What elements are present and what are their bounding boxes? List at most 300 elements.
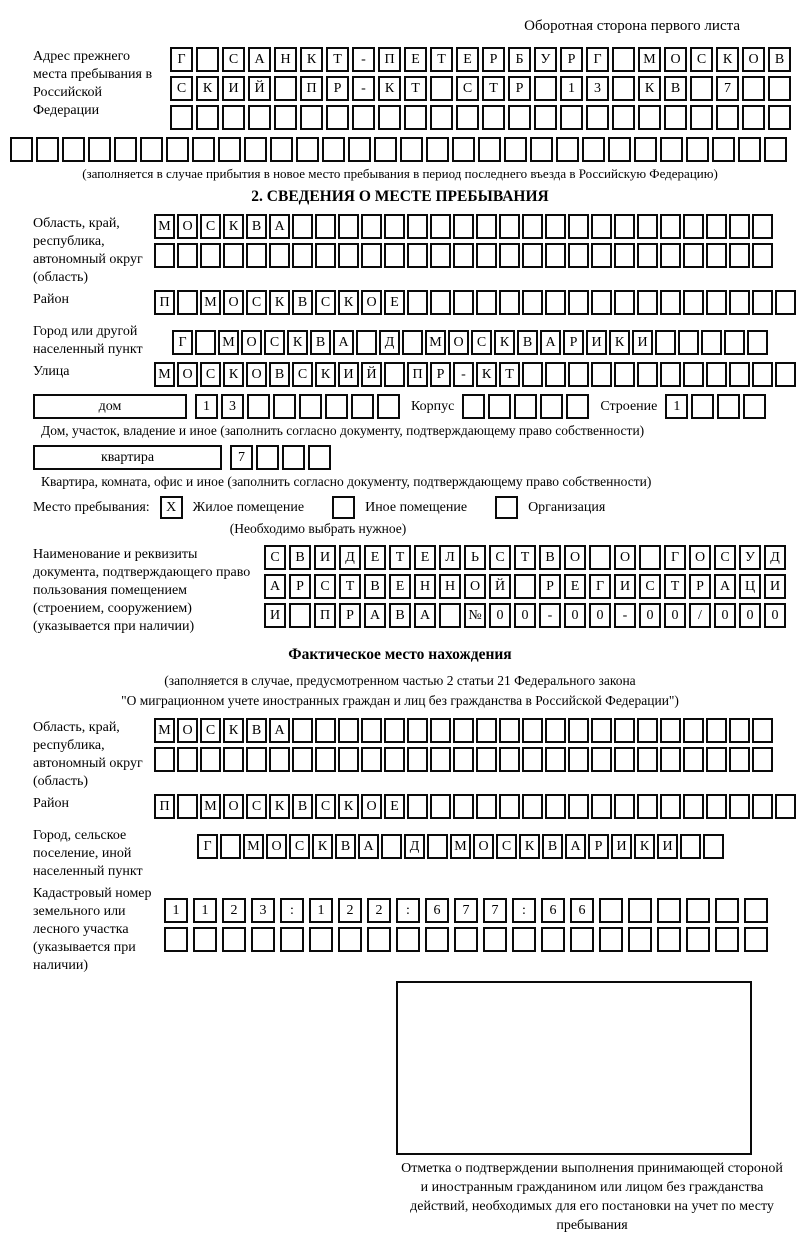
char-cell[interactable]	[738, 137, 761, 162]
char-cell[interactable]	[361, 243, 382, 268]
char-cell[interactable]	[476, 794, 497, 819]
char-cell[interactable]	[315, 747, 336, 772]
char-cell[interactable]	[384, 243, 405, 268]
char-cell[interactable]	[639, 545, 661, 570]
char-cell[interactable]: Е	[384, 290, 405, 315]
char-cell[interactable]	[775, 290, 796, 315]
char-cell[interactable]	[545, 214, 566, 239]
char-cell[interactable]	[246, 747, 267, 772]
char-cell[interactable]	[768, 105, 791, 130]
char-cell[interactable]: П	[300, 76, 323, 101]
char-cell[interactable]: О	[246, 362, 267, 387]
char-cell[interactable]	[566, 394, 589, 419]
char-cell[interactable]	[514, 394, 537, 419]
char-cell[interactable]	[299, 394, 322, 419]
char-cell[interactable]	[177, 243, 198, 268]
char-cell[interactable]	[374, 137, 397, 162]
char-cell[interactable]	[166, 137, 189, 162]
char-cell[interactable]	[752, 290, 773, 315]
char-cell[interactable]: П	[154, 794, 175, 819]
char-cell[interactable]	[752, 214, 773, 239]
char-cell[interactable]	[404, 105, 427, 130]
char-cell[interactable]: К	[287, 330, 308, 355]
char-cell[interactable]	[476, 243, 497, 268]
char-cell[interactable]: 1	[665, 394, 688, 419]
char-cell[interactable]	[683, 362, 704, 387]
char-cell[interactable]	[426, 137, 449, 162]
char-cell[interactable]	[196, 47, 219, 72]
char-cell[interactable]: М	[425, 330, 446, 355]
char-cell[interactable]	[280, 927, 304, 952]
char-cell[interactable]: 6	[541, 898, 565, 923]
char-cell[interactable]	[289, 603, 311, 628]
char-cell[interactable]: В	[246, 718, 267, 743]
char-cell[interactable]	[456, 105, 479, 130]
char-cell[interactable]: 2	[222, 898, 246, 923]
char-cell[interactable]	[717, 394, 740, 419]
char-cell[interactable]: О	[177, 362, 198, 387]
char-cell[interactable]: Д	[404, 834, 425, 859]
char-cell[interactable]	[522, 290, 543, 315]
char-cell[interactable]	[545, 794, 566, 819]
char-cell[interactable]: М	[154, 718, 175, 743]
char-cell[interactable]	[88, 137, 111, 162]
char-cell[interactable]: С	[200, 718, 221, 743]
char-cell[interactable]	[660, 718, 681, 743]
char-cell[interactable]	[683, 718, 704, 743]
char-cell[interactable]	[706, 794, 727, 819]
char-cell[interactable]: И	[222, 76, 245, 101]
char-cell[interactable]: Н	[439, 574, 461, 599]
char-cell[interactable]	[660, 362, 681, 387]
char-cell[interactable]: О	[177, 718, 198, 743]
char-cell[interactable]	[478, 137, 501, 162]
stay-type-checkbox[interactable]: X	[160, 496, 183, 519]
char-cell[interactable]: К	[638, 76, 661, 101]
char-cell[interactable]: С	[200, 362, 221, 387]
char-cell[interactable]	[522, 362, 543, 387]
char-cell[interactable]: О	[223, 290, 244, 315]
char-cell[interactable]	[612, 47, 635, 72]
char-cell[interactable]	[164, 927, 188, 952]
char-cell[interactable]: Г	[664, 545, 686, 570]
char-cell[interactable]: К	[315, 362, 336, 387]
char-cell[interactable]: Е	[389, 574, 411, 599]
char-cell[interactable]: П	[378, 47, 401, 72]
char-cell[interactable]	[522, 747, 543, 772]
char-cell[interactable]	[430, 290, 451, 315]
char-cell[interactable]: О	[223, 794, 244, 819]
char-cell[interactable]: :	[280, 898, 304, 923]
char-cell[interactable]: Е	[384, 794, 405, 819]
char-cell[interactable]	[637, 243, 658, 268]
char-cell[interactable]: 1	[309, 898, 333, 923]
char-cell[interactable]	[545, 290, 566, 315]
char-cell[interactable]	[716, 105, 739, 130]
char-cell[interactable]	[712, 137, 735, 162]
char-cell[interactable]: С	[222, 47, 245, 72]
char-cell[interactable]	[614, 362, 635, 387]
char-cell[interactable]: П	[314, 603, 336, 628]
char-cell[interactable]: К	[223, 214, 244, 239]
kvartira-box[interactable]: квартира	[33, 445, 222, 470]
char-cell[interactable]: Т	[389, 545, 411, 570]
char-cell[interactable]: С	[314, 574, 336, 599]
char-cell[interactable]: С	[246, 290, 267, 315]
char-cell[interactable]	[508, 105, 531, 130]
char-cell[interactable]: К	[609, 330, 630, 355]
char-cell[interactable]	[476, 214, 497, 239]
char-cell[interactable]: -	[352, 47, 375, 72]
char-cell[interactable]	[246, 243, 267, 268]
char-cell[interactable]: С	[315, 794, 336, 819]
char-cell[interactable]	[534, 105, 557, 130]
char-cell[interactable]	[628, 898, 652, 923]
char-cell[interactable]	[686, 137, 709, 162]
char-cell[interactable]	[407, 243, 428, 268]
char-cell[interactable]: К	[378, 76, 401, 101]
char-cell[interactable]	[637, 794, 658, 819]
char-cell[interactable]	[752, 718, 773, 743]
char-cell[interactable]	[660, 747, 681, 772]
char-cell[interactable]: К	[300, 47, 323, 72]
char-cell[interactable]	[747, 330, 768, 355]
char-cell[interactable]: 1	[560, 76, 583, 101]
char-cell[interactable]: У	[534, 47, 557, 72]
char-cell[interactable]: М	[218, 330, 239, 355]
char-cell[interactable]	[36, 137, 59, 162]
char-cell[interactable]: Ь	[464, 545, 486, 570]
char-cell[interactable]	[586, 105, 609, 130]
char-cell[interactable]: Г	[172, 330, 193, 355]
char-cell[interactable]: В	[664, 76, 687, 101]
char-cell[interactable]: К	[476, 362, 497, 387]
char-cell[interactable]: Р	[339, 603, 361, 628]
char-cell[interactable]	[660, 794, 681, 819]
char-cell[interactable]	[177, 794, 198, 819]
char-cell[interactable]	[560, 105, 583, 130]
char-cell[interactable]: И	[586, 330, 607, 355]
char-cell[interactable]: Н	[414, 574, 436, 599]
char-cell[interactable]: М	[200, 290, 221, 315]
char-cell[interactable]: В	[289, 545, 311, 570]
char-cell[interactable]	[522, 243, 543, 268]
char-cell[interactable]	[453, 243, 474, 268]
char-cell[interactable]: Г	[197, 834, 218, 859]
char-cell[interactable]	[655, 330, 676, 355]
char-cell[interactable]: И	[264, 603, 286, 628]
char-cell[interactable]	[724, 330, 745, 355]
char-cell[interactable]	[454, 927, 478, 952]
char-cell[interactable]: 2	[338, 898, 362, 923]
char-cell[interactable]	[530, 137, 553, 162]
stay-type-checkbox[interactable]	[495, 496, 518, 519]
char-cell[interactable]	[222, 105, 245, 130]
char-cell[interactable]: О	[564, 545, 586, 570]
char-cell[interactable]	[309, 927, 333, 952]
char-cell[interactable]	[591, 718, 612, 743]
char-cell[interactable]: Е	[364, 545, 386, 570]
char-cell[interactable]: В	[246, 214, 267, 239]
char-cell[interactable]: Т	[326, 47, 349, 72]
char-cell[interactable]: С	[471, 330, 492, 355]
char-cell[interactable]: Й	[361, 362, 382, 387]
char-cell[interactable]	[744, 927, 768, 952]
char-cell[interactable]	[614, 718, 635, 743]
char-cell[interactable]: М	[450, 834, 471, 859]
char-cell[interactable]	[522, 214, 543, 239]
char-cell[interactable]	[200, 747, 221, 772]
char-cell[interactable]: О	[361, 290, 382, 315]
char-cell[interactable]	[614, 290, 635, 315]
char-cell[interactable]: 7	[716, 76, 739, 101]
char-cell[interactable]	[612, 105, 635, 130]
char-cell[interactable]	[715, 927, 739, 952]
char-cell[interactable]	[325, 394, 348, 419]
char-cell[interactable]	[599, 927, 623, 952]
char-cell[interactable]: М	[154, 362, 175, 387]
char-cell[interactable]: В	[768, 47, 791, 72]
char-cell[interactable]: В	[269, 362, 290, 387]
char-cell[interactable]: А	[358, 834, 379, 859]
char-cell[interactable]: 1	[164, 898, 188, 923]
char-cell[interactable]: К	[634, 834, 655, 859]
char-cell[interactable]	[570, 927, 594, 952]
char-cell[interactable]	[348, 137, 371, 162]
char-cell[interactable]	[499, 747, 520, 772]
char-cell[interactable]	[488, 394, 511, 419]
char-cell[interactable]: И	[338, 362, 359, 387]
char-cell[interactable]	[453, 214, 474, 239]
char-cell[interactable]	[534, 76, 557, 101]
char-cell[interactable]	[715, 898, 739, 923]
char-cell[interactable]	[683, 214, 704, 239]
char-cell[interactable]: В	[335, 834, 356, 859]
char-cell[interactable]: И	[657, 834, 678, 859]
char-cell[interactable]	[439, 603, 461, 628]
char-cell[interactable]	[430, 76, 453, 101]
char-cell[interactable]: А	[333, 330, 354, 355]
char-cell[interactable]: О	[177, 214, 198, 239]
char-cell[interactable]	[338, 718, 359, 743]
char-cell[interactable]	[292, 747, 313, 772]
char-cell[interactable]: 7	[454, 898, 478, 923]
char-cell[interactable]	[377, 394, 400, 419]
char-cell[interactable]	[248, 105, 271, 130]
char-cell[interactable]	[361, 718, 382, 743]
char-cell[interactable]: С	[315, 290, 336, 315]
char-cell[interactable]	[638, 105, 661, 130]
char-cell[interactable]: Р	[482, 47, 505, 72]
char-cell[interactable]	[384, 747, 405, 772]
char-cell[interactable]	[269, 243, 290, 268]
char-cell[interactable]	[729, 362, 750, 387]
char-cell[interactable]: О	[473, 834, 494, 859]
char-cell[interactable]	[453, 747, 474, 772]
char-cell[interactable]	[664, 105, 687, 130]
char-cell[interactable]	[690, 105, 713, 130]
char-cell[interactable]	[351, 394, 374, 419]
char-cell[interactable]: К	[223, 362, 244, 387]
char-cell[interactable]	[540, 394, 563, 419]
char-cell[interactable]	[270, 137, 293, 162]
char-cell[interactable]	[361, 214, 382, 239]
char-cell[interactable]: 7	[483, 898, 507, 923]
char-cell[interactable]	[545, 747, 566, 772]
char-cell[interactable]: 1	[193, 898, 217, 923]
char-cell[interactable]: А	[269, 718, 290, 743]
char-cell[interactable]	[430, 747, 451, 772]
char-cell[interactable]	[196, 105, 219, 130]
char-cell[interactable]: Р	[689, 574, 711, 599]
char-cell[interactable]	[683, 747, 704, 772]
char-cell[interactable]	[568, 794, 589, 819]
char-cell[interactable]: С	[690, 47, 713, 72]
char-cell[interactable]: И	[614, 574, 636, 599]
char-cell[interactable]: 6	[425, 898, 449, 923]
char-cell[interactable]	[634, 137, 657, 162]
char-cell[interactable]	[591, 214, 612, 239]
char-cell[interactable]: О	[614, 545, 636, 570]
char-cell[interactable]: -	[453, 362, 474, 387]
char-cell[interactable]: Р	[563, 330, 584, 355]
char-cell[interactable]	[775, 794, 796, 819]
char-cell[interactable]	[545, 718, 566, 743]
char-cell[interactable]: К	[269, 794, 290, 819]
char-cell[interactable]: Р	[326, 76, 349, 101]
char-cell[interactable]: И	[632, 330, 653, 355]
char-cell[interactable]	[660, 290, 681, 315]
char-cell[interactable]	[683, 243, 704, 268]
char-cell[interactable]	[743, 394, 766, 419]
char-cell[interactable]: А	[714, 574, 736, 599]
char-cell[interactable]	[612, 76, 635, 101]
char-cell[interactable]	[140, 137, 163, 162]
char-cell[interactable]: Б	[508, 47, 531, 72]
char-cell[interactable]: С	[264, 330, 285, 355]
char-cell[interactable]	[729, 747, 750, 772]
char-cell[interactable]: -	[539, 603, 561, 628]
char-cell[interactable]: -	[614, 603, 636, 628]
char-cell[interactable]	[568, 290, 589, 315]
char-cell[interactable]: В	[389, 603, 411, 628]
char-cell[interactable]	[367, 927, 391, 952]
char-cell[interactable]	[402, 330, 423, 355]
char-cell[interactable]	[614, 214, 635, 239]
char-cell[interactable]: 0	[589, 603, 611, 628]
char-cell[interactable]: П	[154, 290, 175, 315]
char-cell[interactable]	[660, 214, 681, 239]
char-cell[interactable]: О	[464, 574, 486, 599]
char-cell[interactable]	[591, 362, 612, 387]
char-cell[interactable]	[193, 927, 217, 952]
char-cell[interactable]: С	[264, 545, 286, 570]
char-cell[interactable]	[614, 794, 635, 819]
char-cell[interactable]: Т	[664, 574, 686, 599]
char-cell[interactable]	[308, 445, 331, 470]
char-cell[interactable]: Г	[170, 47, 193, 72]
char-cell[interactable]: Р	[508, 76, 531, 101]
char-cell[interactable]: С	[292, 362, 313, 387]
char-cell[interactable]	[453, 794, 474, 819]
char-cell[interactable]	[200, 243, 221, 268]
char-cell[interactable]: И	[764, 574, 786, 599]
char-cell[interactable]	[269, 747, 290, 772]
char-cell[interactable]	[680, 834, 701, 859]
char-cell[interactable]	[690, 76, 713, 101]
char-cell[interactable]	[683, 794, 704, 819]
char-cell[interactable]	[274, 76, 297, 101]
char-cell[interactable]	[686, 927, 710, 952]
char-cell[interactable]	[361, 747, 382, 772]
char-cell[interactable]	[338, 927, 362, 952]
char-cell[interactable]	[660, 137, 683, 162]
char-cell[interactable]: С	[496, 834, 517, 859]
char-cell[interactable]: В	[517, 330, 538, 355]
char-cell[interactable]: :	[396, 898, 420, 923]
char-cell[interactable]	[701, 330, 722, 355]
char-cell[interactable]: А	[565, 834, 586, 859]
char-cell[interactable]	[522, 794, 543, 819]
char-cell[interactable]	[482, 105, 505, 130]
char-cell[interactable]: М	[638, 47, 661, 72]
char-cell[interactable]: 0	[489, 603, 511, 628]
char-cell[interactable]: Й	[489, 574, 511, 599]
char-cell[interactable]: В	[364, 574, 386, 599]
char-cell[interactable]: В	[310, 330, 331, 355]
char-cell[interactable]	[614, 747, 635, 772]
char-cell[interactable]: У	[739, 545, 761, 570]
char-cell[interactable]: Г	[586, 47, 609, 72]
char-cell[interactable]: -	[352, 76, 375, 101]
char-cell[interactable]: Р	[430, 362, 451, 387]
char-cell[interactable]	[384, 214, 405, 239]
char-cell[interactable]: И	[611, 834, 632, 859]
char-cell[interactable]	[223, 747, 244, 772]
char-cell[interactable]	[628, 927, 652, 952]
char-cell[interactable]	[614, 243, 635, 268]
char-cell[interactable]	[504, 137, 527, 162]
char-cell[interactable]	[407, 747, 428, 772]
char-cell[interactable]	[742, 76, 765, 101]
char-cell[interactable]: К	[494, 330, 515, 355]
char-cell[interactable]: 1	[195, 394, 218, 419]
char-cell[interactable]	[608, 137, 631, 162]
char-cell[interactable]	[599, 898, 623, 923]
char-cell[interactable]	[591, 747, 612, 772]
char-cell[interactable]: 0	[514, 603, 536, 628]
char-cell[interactable]	[430, 794, 451, 819]
char-cell[interactable]	[775, 362, 796, 387]
char-cell[interactable]	[114, 137, 137, 162]
char-cell[interactable]	[657, 927, 681, 952]
char-cell[interactable]	[251, 927, 275, 952]
char-cell[interactable]: Т	[339, 574, 361, 599]
char-cell[interactable]	[706, 362, 727, 387]
char-cell[interactable]: К	[519, 834, 540, 859]
char-cell[interactable]: П	[407, 362, 428, 387]
char-cell[interactable]: К	[223, 718, 244, 743]
char-cell[interactable]: 6	[570, 898, 594, 923]
char-cell[interactable]: К	[196, 76, 219, 101]
char-cell[interactable]	[729, 794, 750, 819]
char-cell[interactable]	[430, 718, 451, 743]
char-cell[interactable]	[292, 718, 313, 743]
char-cell[interactable]: С	[170, 76, 193, 101]
char-cell[interactable]	[637, 214, 658, 239]
char-cell[interactable]: О	[664, 47, 687, 72]
char-cell[interactable]	[177, 747, 198, 772]
